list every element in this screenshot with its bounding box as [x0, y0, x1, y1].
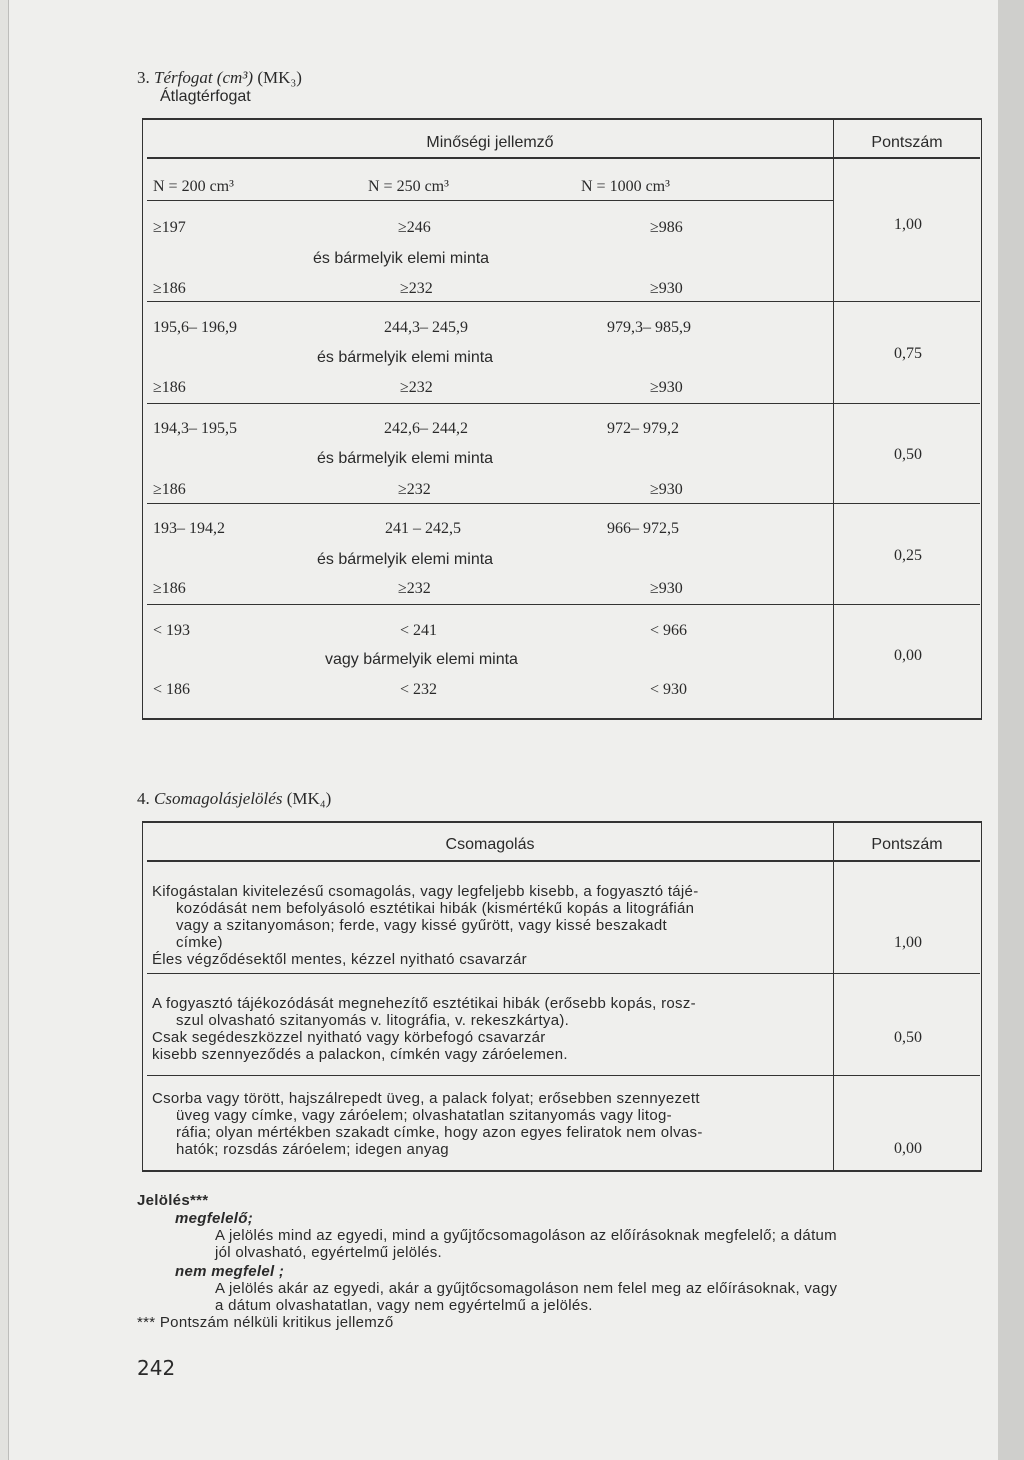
row-3-score: 0,50 — [894, 446, 922, 463]
row-1-bottom-n250: ≥232 — [400, 280, 433, 297]
table2-header-rule — [147, 860, 980, 862]
row-3-bottom-n200: ≥186 — [153, 481, 186, 498]
marking-label: Jelölés*** — [137, 1192, 209, 1209]
table-left-rule — [142, 118, 143, 720]
text-line: ráfia; olyan mértékben szakadt címke, hogy azon egyes feliratok nem olvas- — [176, 1124, 703, 1141]
packaging-row-2-text — [152, 995, 696, 1063]
table2-right-rule — [981, 821, 982, 1172]
row-2-top-n1000: 979,3– 985,9 — [607, 319, 691, 336]
row-5-top-n1000: < 966 — [650, 622, 688, 639]
table2-top-rule — [142, 821, 982, 823]
section-4-title: Csomagolásjelölés — [154, 789, 283, 808]
table-right-rule — [981, 118, 982, 720]
text-line: vagy a szitanyomáson; ferde, vagy kissé gyűrött, vagy kissé beszakadt — [176, 917, 667, 934]
table2-bottom-rule — [142, 1170, 982, 1172]
text-line: Kifogástalan kivitelezésű csomagolás, vagy legfeljebb kisebb, a fogyasztó tájé- — [152, 883, 699, 900]
row-1-top-n200: ≥197 — [153, 219, 186, 236]
page-edge-right — [998, 0, 1024, 1460]
table2-row-divider — [147, 1075, 980, 1076]
row-divider — [147, 503, 980, 504]
header-quality: Minőségi jellemző — [426, 134, 554, 151]
header-score: Pontszám — [871, 134, 943, 151]
table-columns-rule — [147, 200, 833, 201]
row-3-top-n1000: 972– 979,2 — [607, 420, 679, 437]
packaging-row-1-score: 1,00 — [894, 934, 922, 951]
row-2-top-n200: 195,6– 196,9 — [153, 319, 237, 336]
text-line: címke) — [176, 934, 223, 951]
section-3-code: (MK₃) — [257, 68, 302, 87]
text-line: üveg vagy címke, vagy záróelem; olvashatatlan szitanyomás vagy litog- — [176, 1107, 672, 1124]
header-score-2: Pontszám — [871, 836, 943, 853]
table2-row-divider — [147, 973, 980, 974]
nok-line-2: a dátum olvashatatlan, vagy nem egyértelmű a jelölés. — [215, 1297, 593, 1314]
text-line: szul olvasható szitanyomás v. litográfia, v. rekeszkártya). — [176, 1012, 570, 1029]
section-4-heading — [137, 789, 331, 809]
table-top-rule — [142, 118, 982, 120]
row-5-bottom-n1000: < 930 — [650, 681, 688, 698]
section-4-code: (MK₄) — [286, 789, 332, 808]
critical-note: *** Pontszám nélküli kritikus jellemző — [137, 1314, 394, 1331]
row-4-top-n200: 193– 194,2 — [153, 520, 225, 537]
text-line: kozódását nem befolyásoló esztétikai hibák (kismértékű kopás a litográfián — [176, 900, 695, 917]
row-3-bottom-n250: ≥232 — [398, 481, 431, 498]
row-4-bottom-n1000: ≥930 — [650, 580, 683, 597]
row-5-top-n200: < 193 — [153, 622, 191, 639]
row-4-score: 0,25 — [894, 547, 922, 564]
packaging-row-2-score: 0,50 — [894, 1029, 922, 1046]
text-line: hatók; rozsdás záróelem; idegen anyag — [176, 1141, 449, 1158]
row-2-bottom-n250: ≥232 — [400, 379, 433, 396]
text-line: kisebb szennyeződés a palackon, címkén vagy záróelemen. — [152, 1046, 568, 1063]
row-divider — [147, 301, 980, 302]
header-packaging: Csomagolás — [445, 836, 535, 853]
page-number: 242 — [137, 1356, 176, 1380]
row-2-bottom-n200: ≥186 — [153, 379, 186, 396]
row-2-top-n250: 244,3– 245,9 — [384, 319, 468, 336]
row-5-bottom-n200: < 186 — [153, 681, 191, 698]
text-line: Csak segédeszközzel nyitható vagy körbefogó csavarzár — [152, 1029, 546, 1046]
row-1-score: 1,00 — [894, 216, 922, 233]
table2-left-rule — [142, 821, 143, 1172]
row-1-bottom-n1000: ≥930 — [650, 280, 683, 297]
table-score-divider — [833, 118, 834, 720]
table2-score-divider — [833, 821, 834, 1172]
nok-label: nem megfelel ; — [175, 1263, 285, 1280]
text-line: Csorba vagy törött, hajszálrepedt üveg, a palack folyat; erősebben szennyezett — [152, 1090, 700, 1107]
text-line: Éles végződésektől mentes, kézzel nyitható csavarzár — [152, 951, 527, 968]
row-4-condition: és bármelyik elemi minta — [317, 551, 494, 568]
row-3-bottom-n1000: ≥930 — [650, 481, 683, 498]
row-5-top-n250: < 241 — [400, 622, 438, 639]
row-2-bottom-n1000: ≥930 — [650, 379, 683, 396]
row-1-bottom-n200: ≥186 — [153, 280, 186, 297]
section-3-title: Térfogat (cm³) — [154, 68, 254, 87]
text-line: A fogyasztó tájékozódását megnehezítő esztétikai hibák (erősebb kopás, rosz- — [152, 995, 696, 1012]
column-n250: N = 250 cm³ — [368, 178, 449, 195]
packaging-row-1-text — [152, 883, 699, 968]
section-3-heading — [137, 68, 302, 88]
row-divider — [147, 604, 980, 605]
row-2-condition: és bármelyik elemi minta — [317, 349, 494, 366]
page-edge-left — [0, 0, 9, 1460]
row-3-top-n250: 242,6– 244,2 — [384, 420, 468, 437]
row-1-top-n1000: ≥986 — [650, 219, 683, 236]
ok-label: megfelelő; — [175, 1210, 254, 1227]
table-header-rule — [147, 157, 980, 159]
row-4-bottom-n200: ≥186 — [153, 580, 186, 597]
packaging-row-3-score: 0,00 — [894, 1140, 922, 1157]
nok-line-1: A jelölés akár az egyedi, akár a gyűjtőcsomagoláson nem felel meg az előírásoknak, vagy — [215, 1280, 838, 1297]
row-5-condition: vagy bármelyik elemi minta — [325, 651, 518, 668]
column-n200: N = 200 cm³ — [153, 178, 234, 195]
packaging-row-3-text — [152, 1090, 703, 1158]
row-4-top-n1000: 966– 972,5 — [607, 520, 679, 537]
row-3-condition: és bármelyik elemi minta — [317, 450, 494, 467]
row-2-score: 0,75 — [894, 345, 922, 362]
section-3-subtitle: Átlagtérfogat — [160, 88, 251, 105]
row-4-top-n250: 241 – 242,5 — [385, 520, 461, 537]
ok-line-2: jól olvasható, egyértelmű jelölés. — [215, 1244, 442, 1261]
table-bottom-rule — [142, 718, 982, 720]
row-5-score: 0,00 — [894, 647, 922, 664]
row-divider — [147, 403, 980, 404]
column-n1000: N = 1000 cm³ — [581, 178, 670, 195]
row-1-condition: és bármelyik elemi minta — [313, 250, 490, 267]
row-1-top-n250: ≥246 — [398, 219, 431, 236]
section-3-number: 3. — [137, 68, 150, 87]
row-5-bottom-n250: < 232 — [400, 681, 438, 698]
row-3-top-n200: 194,3– 195,5 — [153, 420, 237, 437]
ok-line-1: A jelölés mind az egyedi, mind a gyűjtőcsomagoláson az előírásoknak megfelelő; a dátum — [215, 1227, 837, 1244]
row-4-bottom-n250: ≥232 — [398, 580, 431, 597]
section-4-number: 4. — [137, 789, 150, 808]
